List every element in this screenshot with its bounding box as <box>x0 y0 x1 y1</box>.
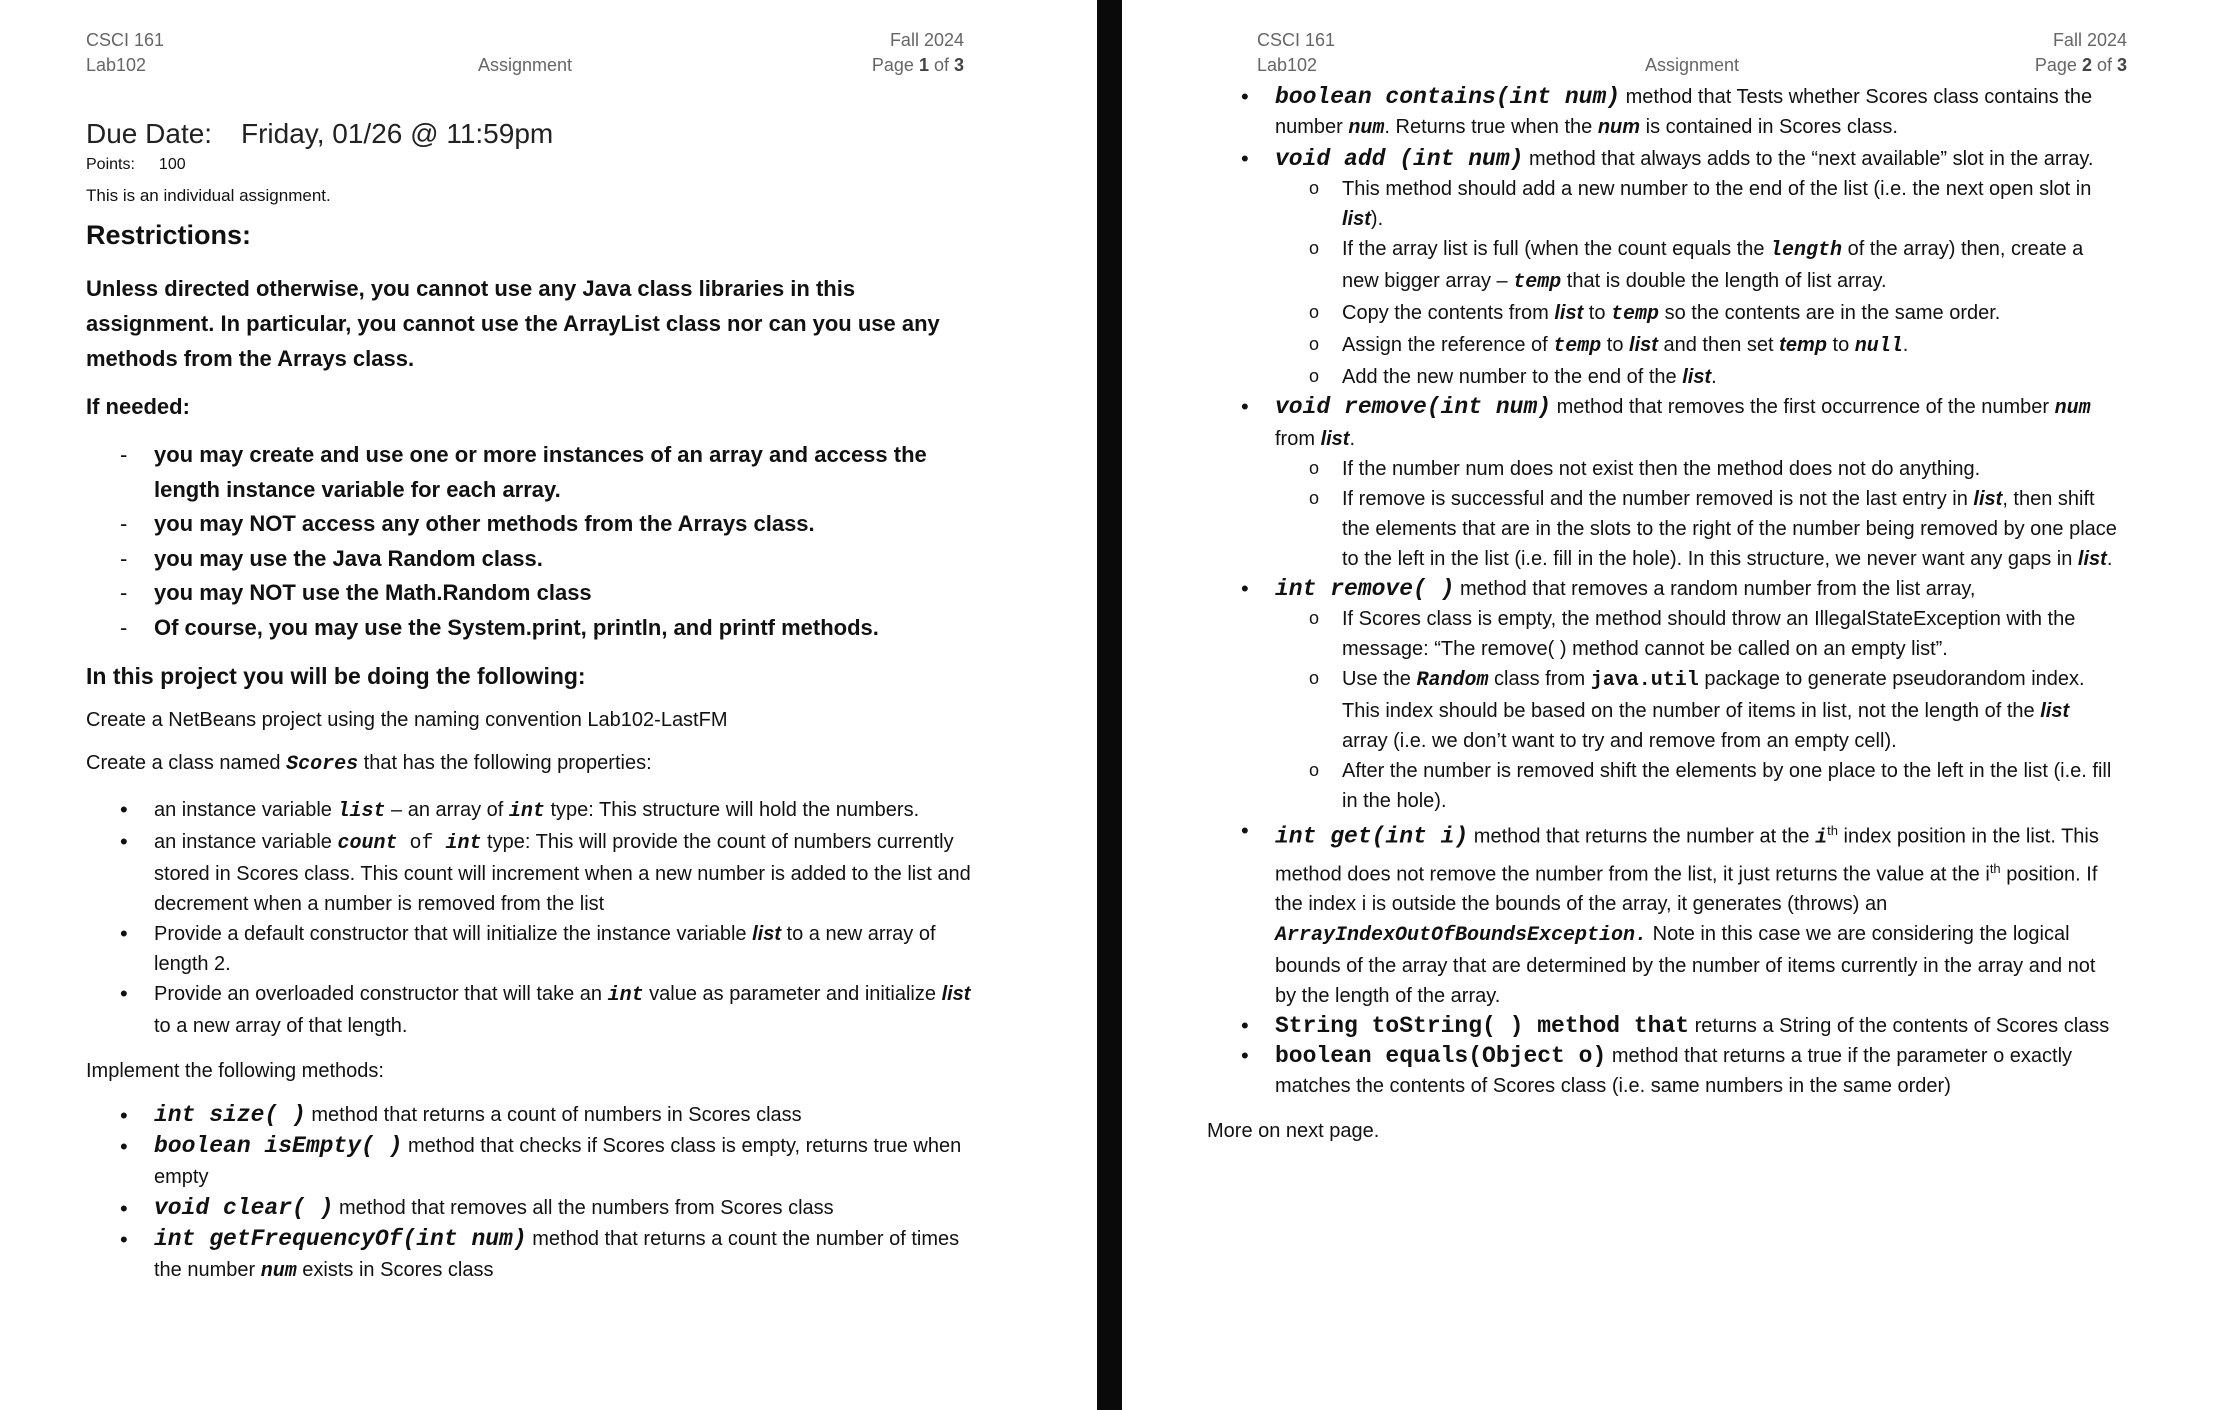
restrictions-text: Unless directed otherwise, you cannot use any Java class libraries in this assignment. In particular, you cannot use the ArrayList class nor can you use any methods from the Arrays class. <box>86 276 940 371</box>
sub-item: o If Scores class is empty, the method should throw an IllegalStateException with the message: “The remove( ) method cannot be called on an empty list”. <box>1275 604 2119 664</box>
methods-list <box>86 1100 976 1287</box>
list-item: • int getFrequencyOf(int num) method that returns a count the number of times the number num exists in Scores class <box>86 1224 976 1287</box>
sub-item: o After the number is removed shift the elements by one place to the left in the list (i.e. fill in the hole). <box>1275 756 2119 816</box>
list-item: • Provide a default constructor that will initialize the instance variable list to a new array of length 2. <box>86 919 976 979</box>
implement-text: Implement the following methods: <box>86 1060 384 1082</box>
more-on-next-page: More on next page. <box>1207 1120 1380 1143</box>
page-header <box>1257 28 2127 82</box>
list-item: • void remove(int num) method that removes the first occurrence of the number num from list. o If the number num does not exist then the method does not do anything. o If remove is successful and the number removed is not the last entry in list, then shift the elements that are in the slots to the right of the number being removed by one place to the left in the list (i.e. fill in the hole). In this structure, we never want any gaps in list. <box>1207 392 2119 574</box>
individual-note: This is an individual assignment. <box>86 186 331 205</box>
lab-name: Lab102 <box>1257 55 1318 75</box>
header-center: Assignment <box>477 55 573 75</box>
properties-list <box>86 795 976 1041</box>
project-heading: In this project you will be doing the following: <box>86 663 586 689</box>
due-date <box>86 118 1097 150</box>
points: Points: 100 <box>86 156 186 173</box>
sub-list <box>1275 604 2119 816</box>
restrictions-heading: Restrictions: <box>86 220 252 250</box>
lab-name: Lab102 <box>86 55 147 75</box>
list-item: • void add (int num) method that always adds to the “next available” slot in the array. o This method should add a new number to the end of the list (i.e. the next open slot in list). o If the array list is full (when the count equals the length of the array) then, create a new bigger array – temp that is double the length of list array. o Copy the contents from list to temp so the contents are in the same order. o Assign the reference of temp to list and then set temp to null. o Add the new number to the end of the list. <box>1207 144 2119 392</box>
allowed-list <box>86 438 966 645</box>
sub-item: o Use the Random class from java.util package to generate pseudorandom index. This index should be based on the number of items in list, not the length of the list array (i.e. we don’t want to try and remove from an empty cell). <box>1275 664 2119 756</box>
sub-item: o This method should add a new number to the end of the list (i.e. the next open slot in list). <box>1275 174 2119 234</box>
list-item: • boolean isEmpty( ) method that checks if Scores class is empty, returns true when empty <box>86 1131 976 1193</box>
list-item: • int size( ) method that returns a count of numbers in Scores class <box>86 1100 976 1131</box>
page-number: Page 1 of 3 <box>871 55 964 75</box>
sub-list <box>1275 454 2119 574</box>
sub-item: o If the array list is full (when the count equals the length of the array) then, create a new bigger array – temp that is double the length of list array. <box>1275 234 2119 298</box>
page-number: Page 2 of 3 <box>2034 55 2127 75</box>
course-code: CSCI 161 <box>1257 30 1336 50</box>
page-header <box>86 28 964 82</box>
sub-item: o Assign the reference of temp to list and then set temp to null. <box>1275 330 2119 362</box>
list-item: • an instance variable count of int type: This will provide the count of numbers currently stored in Scores class. This count will increment when a new number is added to the list and decrement when a number is removed from the list <box>86 827 976 919</box>
header-right <box>2035 28 2127 78</box>
header-center: Assignment <box>1644 55 1740 75</box>
sub-item: o If the number num does not exist then the method does not do anything. <box>1275 454 2119 484</box>
list-item: - you may use the Java Random class. <box>86 542 966 577</box>
list-item: • int get(int i) method that returns the number at the $i^{th}$ index position in the list. This method does not remove the number from the list, it just returns the value at the $i^{th}$ position. If the index i is outside the bounds of the array, it generates (throws) an ArrayIndexOutOfBoundsException. Note in this case we are considering the logical bounds of the array that are determined by the number of items currently in the array and not by the length of the array. <box>1207 816 2119 1011</box>
list-item: • an instance variable list – an array of int type: This structure will hold the numbers. <box>86 795 976 827</box>
list-item: • Provide an overloaded constructor that will take an int value as parameter and initialize list to a new array of that length. <box>86 979 976 1041</box>
term: Fall 2024 <box>2052 30 2127 50</box>
list-item: • boolean equals(Object o) method that returns a true if the parameter o exactly matches the contents of Scores class (i.e. same numbers in the same order) <box>1207 1041 2119 1101</box>
sub-item: o Add the new number to the end of the list. <box>1275 362 2119 392</box>
page-1 <box>0 0 1097 1410</box>
page-divider <box>1097 0 1122 1410</box>
list-item: - you may NOT use the Math.Random class <box>86 576 966 611</box>
list-item: - you may create and use one or more instances of an array and access the length instance variable for each array. <box>86 438 966 507</box>
create-project-text: Create a NetBeans project using the naming convention Lab102-LastFM <box>86 709 728 731</box>
list-item: - you may NOT access any other methods from the Arrays class. <box>86 507 966 542</box>
page-2 <box>1122 0 2225 1410</box>
list-item: • void clear( ) method that removes all the numbers from Scores class <box>86 1193 976 1224</box>
sub-list <box>1275 174 2119 392</box>
if-needed-heading: If needed: <box>86 394 190 419</box>
term: Fall 2024 <box>889 30 964 50</box>
due-date-label: Due Date: <box>86 118 213 149</box>
course-code: CSCI 161 <box>86 30 165 50</box>
due-date-value: Friday, 01/26 @ 11:59pm <box>241 118 554 149</box>
sub-item: o Copy the contents from list to temp so the contents are in the same order. <box>1275 298 2119 330</box>
header-right <box>872 28 964 78</box>
points-value: 100 <box>158 156 186 173</box>
list-item: • boolean contains(int num) method that Tests whether Scores class contains the number num. Returns true when the num is contained in Scores class. <box>1207 82 2119 144</box>
sub-item: o If remove is successful and the number removed is not the last entry in list, then shift the elements that are in the slots to the right of the number being removed by one place to the left in the list (i.e. fill in the hole). In this structure, we never want any gaps in list. <box>1275 484 2119 574</box>
class-name: Scores <box>286 753 359 776</box>
methods-list-continued <box>1207 82 2119 1101</box>
list-item: • String toString( ) method that returns a String of the contents of Scores class <box>1207 1011 2119 1041</box>
create-class-text: Create a class named Scores that has the following properties: <box>86 752 652 776</box>
list-item: • int remove( ) method that removes a random number from the list array, o If Scores class is empty, the method should throw an IllegalStateException with the message: “The remove( ) method cannot be called on an empty list”. o Use the Random class from java.util package to generate pseudorandom index. This index should be based on the number of items in list, not the length of the list array (i.e. we don’t want to try and remove from an empty cell). o After the number is removed shift the elements by one place to the left in the list (i.e. fill in the hole). <box>1207 574 2119 816</box>
list-item: - Of course, you may use the System.print, println, and printf methods. <box>86 611 966 646</box>
